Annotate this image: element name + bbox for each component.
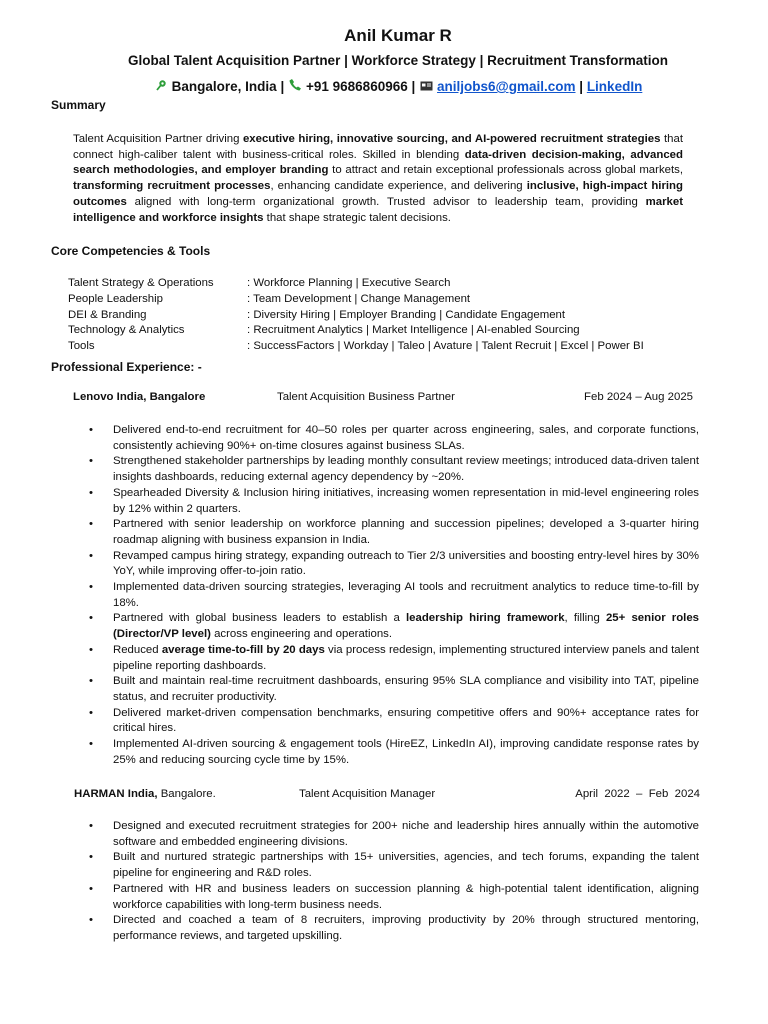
bold-text: market intelligence and workforce insights: [73, 195, 683, 224]
competency-value: : Team Development | Change Management: [247, 292, 471, 305]
competency-label: Tools: [68, 340, 95, 353]
competency-value: : SuccessFactors | Workday | Taleo | Avature | Talent Recruit | Excel | Power BI: [247, 340, 644, 353]
text-run: Partnered with senior leadership on workforce planning and succession pipelines; developed a 3-quarter hiring roadmap aligning with business expansion in India.: [113, 518, 699, 546]
summary-paragraph: [73, 132, 683, 226]
summary-title: Summary: [51, 98, 106, 112]
bullet-item: [89, 643, 699, 674]
phone-text: +91 9686860966: [306, 79, 408, 94]
competency-label: DEI & Branding: [68, 308, 147, 321]
text-run: Implemented data-driven sourcing strategies, leveraging AI tools and recruitment analytics to reduce time-to-fill by 18%.: [113, 581, 699, 609]
text-run: Partnered with HR and business leaders on succession planning & high-potential talent identification, aligning workforce capabilities with long-term business needs.: [113, 882, 699, 911]
separator: |: [280, 79, 285, 94]
candidate-name: Anil Kumar R: [344, 26, 452, 45]
bullet-item: [89, 850, 699, 881]
job-dates: April 2022 – Feb 2024: [575, 788, 700, 800]
competency-label: Technology & Analytics: [68, 324, 185, 337]
competency-row: [0, 308, 768, 324]
job-role: Talent Acquisition Business Partner: [277, 391, 455, 403]
text-run: aligned with long-term organizational growth. Trusted advisor to leadership team, providing: [126, 195, 646, 208]
bullet-item: [89, 706, 699, 737]
job-dates: Feb 2024 – Aug 2025: [584, 391, 693, 403]
separator: |: [579, 79, 584, 94]
bullet-item: [89, 882, 699, 913]
text-run: Talent Acquisition Partner driving: [73, 133, 243, 145]
text-run: Delivered end-to-end recruitment for 40–50 roles per quarter across engineering, sales, and corporate functions, consistently achieving 90%+ on-time closures against business SLAs.: [113, 424, 699, 452]
bold-text: executive hiring, innovative sourcing, and AI-powered recruitment strategies: [242, 133, 661, 145]
text-run: Designed and executed recruitment strategies for 200+ niche and leadership hires annually within the automotive software and embedded engineering divisions.: [113, 820, 699, 848]
text-run: Spearheaded Diversity & Inclusion hiring initiatives, increasing women representation in mid-level engineering roles by 12% within 2 quarters.: [113, 486, 699, 515]
bullet-item: [89, 819, 699, 850]
text-run: , enhancing candidate experience, and delivering: [270, 180, 527, 193]
competency-row: [0, 276, 768, 292]
bullet-item: [89, 674, 699, 705]
company-name: Lenovo India, Bangalore: [73, 391, 206, 403]
competency-row: [0, 292, 768, 308]
location-pin-icon: [154, 79, 168, 94]
competency-label: Talent Strategy & Operations: [68, 277, 214, 289]
bold-text: transforming recruitment processes: [73, 180, 271, 193]
bullet-item: [89, 580, 699, 611]
bold-text: inclusive, high-impact hiring outcomes: [73, 180, 683, 208]
bullet-item: [89, 454, 699, 485]
text-run: Built and nurtured strategic partnerships with 15+ universities, agencies, and tech forums, expanding the talent pipeline for engineering and R&D roles.: [113, 851, 699, 880]
competency-value: : Diversity Hiring | Employer Branding | Candidate Engagement: [247, 308, 566, 321]
bullet-item: [89, 913, 699, 944]
text-run: that shape strategic talent decisions.: [263, 211, 451, 224]
job-role: Talent Acquisition Manager: [299, 788, 436, 800]
bold-text: average time-to-fill by 20 days: [161, 643, 325, 656]
bullet-item: [89, 486, 699, 517]
text-run: Revamped campus hiring strategy, expanding outreach to Tier 2/3 universities and boosting entry-level hires by 30% YoY, while improving offer-to-join ratio.: [113, 549, 699, 578]
text-run: to attract and retain exceptional professionals across global markets,: [328, 164, 683, 177]
bold-text: leadership hiring framework: [406, 612, 565, 625]
text-run: Implemented AI-driven sourcing & engagement tools (HireEZ, LinkedIn AI), improving candidate response rates by 25% and reducing sourcing cycle time by 15%.: [113, 738, 699, 766]
bullet-item: [89, 517, 699, 548]
text-run: Partnered with global business leaders to establish a: [113, 612, 406, 625]
competency-value: : Workforce Planning | Executive Search: [247, 277, 451, 289]
phone-icon: [288, 78, 302, 94]
contact-line: [0, 78, 768, 94]
text-run: Directed and coached a team of 8 recruiters, improving productivity by 20% through structured mentoring, performance reviews, and targeted upskilling.: [113, 914, 699, 942]
competency-value: : Recruitment Analytics | Market Intelligence | AI-enabled Sourcing: [247, 324, 580, 337]
job-bullets-lenovo: [89, 423, 699, 768]
job-bullets-harman: [89, 819, 699, 945]
bullet-item: [89, 549, 699, 580]
headline: Global Talent Acquisition Partner | Workforce Strategy | Recruitment Transformation: [128, 53, 668, 68]
text-run: that connect high-caliber talent with business-critical roles. Skilled in blending: [73, 133, 683, 161]
bold-text: 25+ senior roles (Director/VP level): [113, 612, 700, 641]
bullet-item: [89, 737, 699, 768]
bold-text: data-driven decision-making, advanced search methodologies, and employer branding: [73, 148, 683, 177]
text-run: Built and maintain real-time recruitment dashboards, ensuring 95% SLA compliance and visibility into TAT, pipeline status, and recruiter productivity.: [113, 675, 699, 703]
text-run: Strengthened stakeholder partnerships by leading monthly consultant review meetings; introduced data-driven talent insights dashboards, reducing external agency dependency by ~20%.: [113, 455, 699, 484]
linkedin-link[interactable]: LinkedIn: [586, 79, 643, 94]
competency-label: People Leadership: [68, 292, 163, 305]
company-name-bold: HARMAN India,: [74, 788, 158, 800]
bullet-item: [89, 423, 699, 454]
email-icon: [419, 81, 433, 94]
company-name: [74, 788, 216, 800]
competency-row: [0, 339, 768, 355]
experience-title: Professional Experience: -: [51, 360, 202, 374]
competencies-list: [0, 276, 768, 355]
text-run: across engineering and operations.: [210, 628, 393, 641]
separator: |: [411, 79, 416, 94]
competency-row: [0, 323, 768, 339]
competencies-title: Core Competencies & Tools: [51, 244, 211, 258]
company-location: Bangalore.: [157, 788, 216, 800]
text-run: , filling: [564, 612, 606, 625]
text-run: Reduced: [113, 643, 162, 656]
email-link[interactable]: aniljobs6@gmail.com: [437, 79, 576, 94]
location-text: Bangalore, India: [171, 79, 277, 94]
text-run: via process redesign, implementing structured interview panels and talent pipeline reporting dashboards.: [113, 643, 700, 672]
text-run: Delivered market-driven compensation benchmarks, ensuring competitive offers and 90%+ acceptance rates for critical hires.: [113, 706, 699, 735]
bullet-item: [89, 611, 699, 642]
